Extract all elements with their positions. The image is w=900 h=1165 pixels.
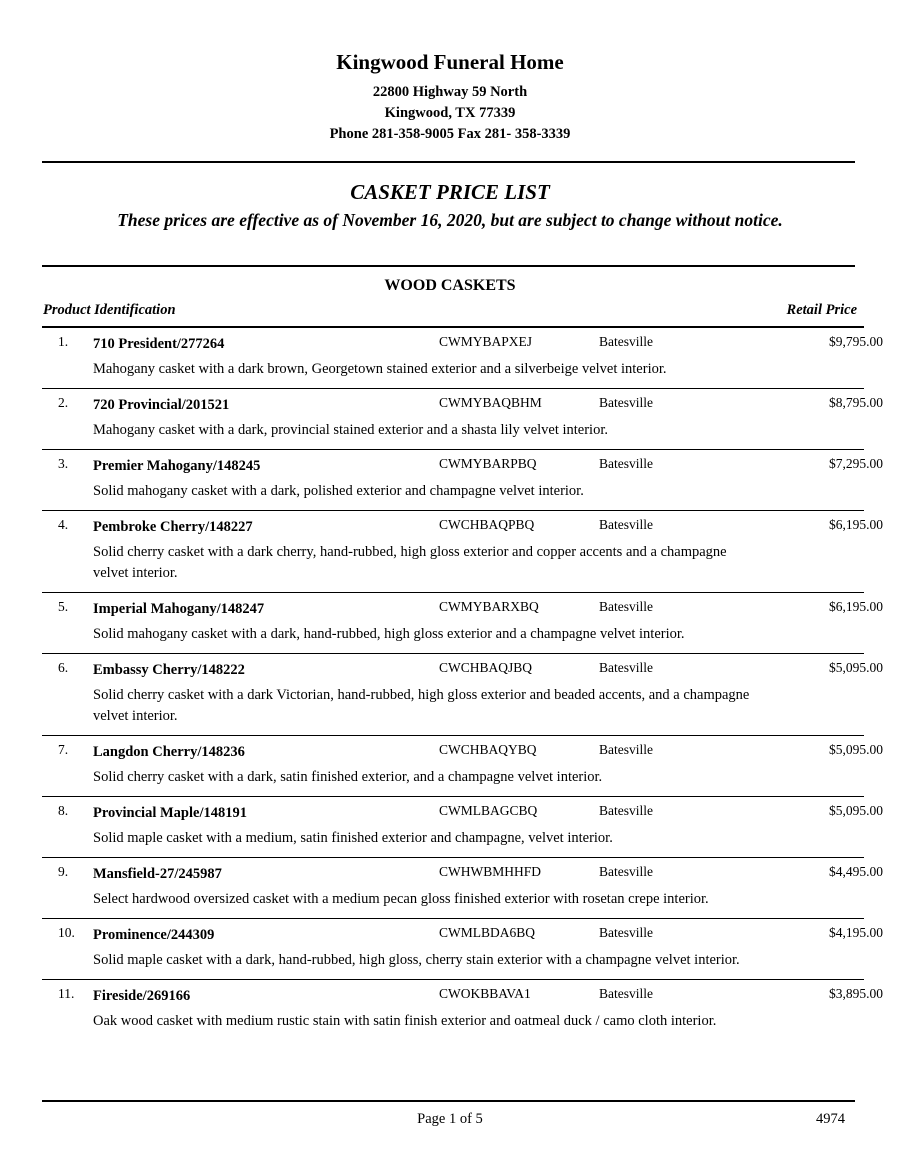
item-price: $6,195.00: [829, 517, 883, 532]
list-item: [42, 593, 883, 654]
item-name: Embassy Cherry/148222: [93, 662, 245, 678]
item-number: 11.: [58, 986, 75, 1001]
address-line-2: Kingwood, TX 77339: [384, 105, 516, 121]
item-manufacturer: Batesville: [599, 517, 653, 532]
item-price: $9,795.00: [829, 334, 883, 349]
item-code: CWMYBARXBQ: [439, 599, 539, 614]
item-manufacturer: Batesville: [599, 660, 653, 675]
casket-list: [0, 326, 900, 1040]
item-code: CWMLBDA6BQ: [439, 925, 536, 940]
item-manufacturer: Batesville: [599, 456, 653, 471]
item-price: $5,095.00: [829, 742, 883, 757]
item-number: 5.: [58, 599, 69, 614]
item-price: $8,795.00: [829, 395, 883, 410]
address-line-1: 22800 Highway 59 North: [372, 84, 528, 100]
list-item: [42, 326, 883, 389]
item-manufacturer: Batesville: [599, 864, 653, 879]
header-divider: [42, 161, 855, 163]
item-price: $4,495.00: [829, 864, 883, 879]
section-heading: WOOD CASKETS: [384, 277, 516, 294]
item-name: Imperial Mahogany/148247: [93, 601, 265, 617]
item-number: 8.: [58, 803, 69, 818]
item-description: Mahogany casket with a dark, provincial stained exterior and a shasta lily velvet interior.: [93, 422, 608, 438]
list-item: [42, 654, 883, 736]
effective-notice: These prices are effective as of November 16, 2020, but are subject to change without notice.: [117, 210, 783, 230]
item-name: Langdon Cherry/148236: [93, 744, 245, 760]
item-manufacturer: Batesville: [599, 986, 653, 1001]
item-description: Solid maple casket with a dark, hand-rubbed, high gloss, cherry stain exterior with a champagne velvet interior.: [93, 952, 740, 968]
item-number: 3.: [58, 456, 69, 471]
item-name: Mansfield-27/245987: [93, 866, 222, 882]
item-code: CWMYBARPBQ: [439, 456, 537, 471]
item-code: CWMYBAPXEJ: [439, 334, 533, 349]
item-name: Pembroke Cherry/148227: [93, 519, 253, 535]
item-price: $4,195.00: [829, 925, 883, 940]
item-description: Select hardwood oversized casket with a medium pecan gloss finished exterior with rosetan crepe interior.: [93, 891, 709, 907]
footer-divider: [42, 1100, 855, 1102]
item-number: 10.: [58, 925, 75, 940]
item-name: Fireside/269166: [93, 988, 191, 1004]
item-number: 2.: [58, 395, 69, 410]
item-code: CWMYBAQBHM: [439, 395, 542, 410]
list-item: [42, 389, 883, 450]
item-number: 4.: [58, 517, 69, 532]
item-manufacturer: Batesville: [599, 599, 653, 614]
item-number: 6.: [58, 660, 69, 675]
item-price: $3,895.00: [829, 986, 883, 1001]
item-price: $5,095.00: [829, 803, 883, 818]
item-name: 720 Provincial/201521: [93, 397, 230, 413]
document-id: 4974: [816, 1111, 845, 1127]
item-name: Prominence/244309: [93, 927, 215, 943]
item-price: $5,095.00: [829, 660, 883, 675]
section-divider: [42, 265, 855, 267]
item-code: CWCHBAQJBQ: [439, 660, 533, 675]
item-number: 9.: [58, 864, 69, 879]
list-item: [42, 797, 883, 858]
item-description: Solid maple casket with a medium, satin finished exterior and champagne, velvet interior.: [93, 830, 613, 846]
item-name: 710 President/277264: [93, 336, 225, 352]
item-code: CWCHBAQYBQ: [439, 742, 537, 757]
item-description: Solid mahogany casket with a dark, hand-rubbed, high gloss exterior and a champagne velvet interior.: [93, 626, 685, 642]
item-price: $6,195.00: [829, 599, 883, 614]
list-item: [42, 511, 883, 593]
item-description: Solid mahogany casket with a dark, polished exterior and champagne velvet interior.: [93, 483, 584, 499]
list-item: [42, 736, 883, 797]
list-item: [42, 980, 883, 1040]
item-description: Solid cherry casket with a dark, satin finished exterior, and a champagne velvet interior.: [93, 769, 603, 785]
contact-line: Phone 281-358-9005 Fax 281- 358-3339: [329, 126, 571, 142]
item-manufacturer: Batesville: [599, 925, 653, 940]
item-number: 1.: [58, 334, 69, 349]
list-title: CASKET PRICE LIST: [350, 180, 550, 204]
item-code: CWOKBBAVA1: [439, 986, 531, 1001]
item-manufacturer: Batesville: [599, 334, 653, 349]
item-code: CWCHBAQPBQ: [439, 517, 535, 532]
item-price: $7,295.00: [829, 456, 883, 471]
item-code: CWMLBAGCBQ: [439, 803, 538, 818]
item-number: 7.: [58, 742, 69, 757]
item-manufacturer: Batesville: [599, 803, 653, 818]
item-description: Solid cherry casket with a dark cherry, hand-rubbed, high gloss exterior and copper accents and a champagne velvet interior.: [93, 544, 727, 581]
item-code: CWHWBMHHFD: [439, 864, 542, 879]
item-description: Oak wood casket with medium rustic stain with satin finish exterior and oatmeal duck / camo cloth interior.: [93, 1013, 717, 1029]
column-header-product: Product Identification: [43, 302, 176, 318]
item-manufacturer: Batesville: [599, 395, 653, 410]
list-item: [42, 450, 883, 511]
item-description: Mahogany casket with a dark brown, Georgetown stained exterior and a silverbeige velvet interior.: [93, 361, 667, 377]
item-name: Provincial Maple/148191: [93, 805, 247, 821]
list-item: [42, 919, 883, 980]
page-number: Page 1 of 5: [417, 1111, 483, 1127]
funeral-home-name: Kingwood Funeral Home: [336, 50, 564, 74]
list-item: [42, 858, 883, 919]
item-description: Solid cherry casket with a dark Victorian, hand-rubbed, high gloss exterior and beaded accents, and a champagne velvet interior.: [93, 687, 750, 724]
column-header-price: Retail Price: [786, 302, 857, 318]
item-name: Premier Mahogany/148245: [93, 458, 261, 474]
item-manufacturer: Batesville: [599, 742, 653, 757]
